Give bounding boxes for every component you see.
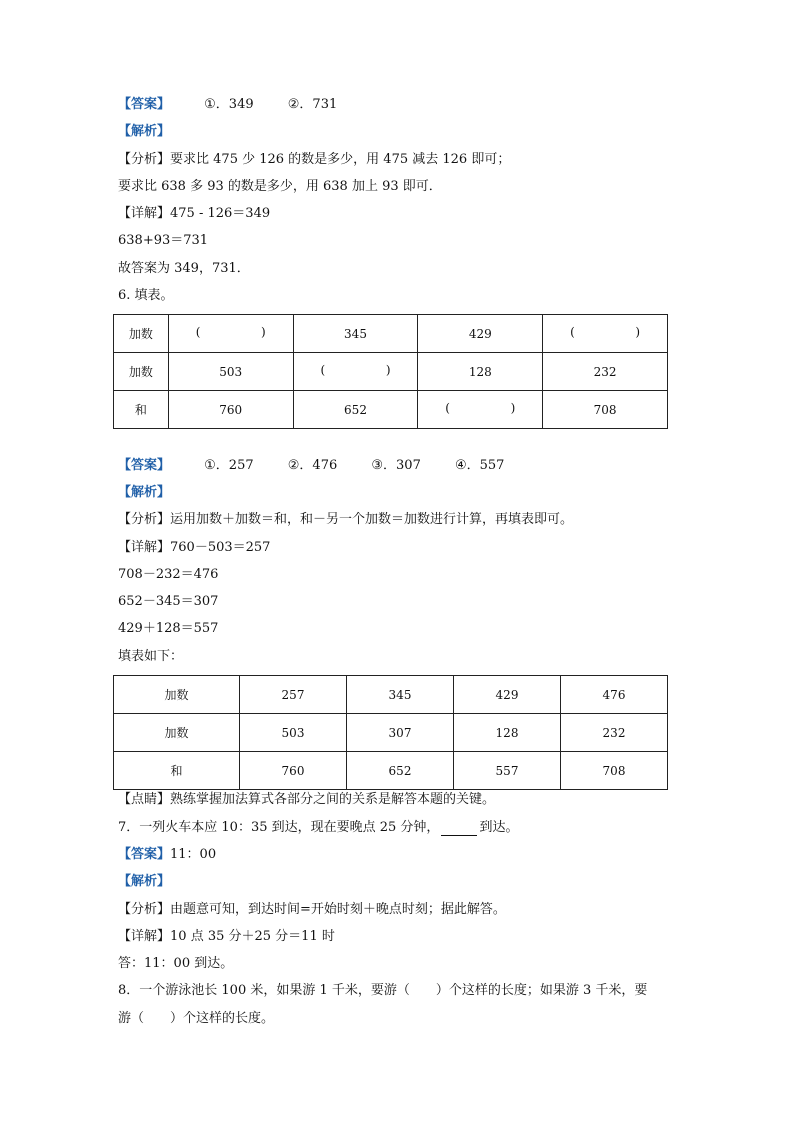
q5-analysis-line-2: 要求比 638 多 93 的数是多少，用 638 加上 93 即可． — [118, 179, 442, 194]
q8-question-line-1: 8．一个游泳池长 100 米，如果游 1 千米，要游（ ）个这样的长度；如果游 3 千米，要 — [118, 983, 648, 998]
answer-item: ①．349 — [204, 97, 254, 112]
table-row — [114, 315, 668, 353]
q5-answer-line — [118, 97, 337, 113]
q7-question — [118, 820, 518, 836]
detail-text: 475 - 126＝349 — [170, 206, 271, 221]
table-cell: 345 — [347, 676, 454, 714]
table-cell: 503 — [240, 714, 347, 752]
key-text: 熟练掌握加法算式各部分之间的关系是解答本题的关键。 — [170, 792, 496, 807]
answer-blank[interactable] — [441, 823, 477, 836]
analysis-tag: 【解析】 — [118, 124, 171, 139]
analysis-label: 【分析】 — [118, 512, 171, 527]
question-text: 7．一列火车本应 10：35 到达，现在要晚点 25 分钟， — [118, 820, 440, 835]
table-cell: 128 — [454, 714, 561, 752]
table-cell: 加数 — [114, 353, 169, 391]
q5-analysis-tag — [118, 124, 170, 140]
detail-text: 10 点 35 分＋25 分＝11 时 — [170, 929, 335, 944]
answer-tag: 【答案】 — [118, 97, 171, 112]
table-row — [114, 391, 668, 429]
table-cell: 652 — [293, 391, 418, 429]
detail-text: 760－503＝257 — [170, 540, 271, 555]
answer-item: 11：00 — [170, 847, 217, 862]
q6-detail-line — [118, 540, 270, 556]
table-cell: 429 — [454, 676, 561, 714]
table-cell: 232 — [561, 714, 668, 752]
table-cell: 232 — [543, 353, 668, 391]
answer-tag: 【答案】 — [118, 847, 171, 862]
detail-label: 【详解】 — [118, 206, 171, 221]
q6-key-line — [118, 792, 495, 808]
table-cell: 557 — [454, 752, 561, 790]
q7-analysis-tag — [118, 874, 170, 890]
table-cell: 708 — [561, 752, 668, 790]
table-cell: 128 — [418, 353, 543, 391]
table-row — [114, 353, 668, 391]
table-cell: 503 — [168, 353, 293, 391]
analysis-text: 要求比 475 少 126 的数是多少，用 475 减去 126 即可； — [170, 152, 511, 167]
table-cell: 加数 — [114, 714, 240, 752]
q5-detail-line — [118, 206, 270, 222]
answer-tag: 【答案】 — [118, 458, 171, 473]
answer-item: ①．257 — [204, 458, 254, 473]
answer-item: ②．476 — [287, 458, 338, 473]
table-cell: 760 — [168, 391, 293, 429]
table-row — [114, 714, 668, 752]
table-row — [114, 676, 668, 714]
q7-reply: 答：11：00 到达。 — [118, 956, 234, 971]
question-text-end: 到达。 — [479, 820, 519, 835]
analysis-text: 由题意可知，到达时间=开始时刻＋晚点时刻；据此解答。 — [170, 902, 506, 917]
table-cell: 和 — [114, 752, 240, 790]
table-cell-blank[interactable]: ( ) — [418, 391, 543, 429]
analysis-label: 【分析】 — [118, 152, 171, 167]
detail-label: 【详解】 — [118, 540, 171, 555]
table-cell-blank[interactable]: ( ) — [293, 353, 418, 391]
table-cell: 345 — [293, 315, 418, 353]
q6-fill-label: 填表如下： — [118, 649, 184, 664]
q5-analysis-line — [118, 152, 510, 168]
q6-analysis-tag — [118, 485, 170, 501]
table-cell: 257 — [240, 676, 347, 714]
table-cell: 760 — [240, 752, 347, 790]
table-cell: 429 — [418, 315, 543, 353]
detail-label: 【详解】 — [118, 929, 171, 944]
analysis-text: 运用加数＋加数＝和，和－另一个加数＝加数进行计算，再填表即可。 — [170, 512, 574, 527]
table-cell: 708 — [543, 391, 668, 429]
analysis-label: 【分析】 — [118, 902, 171, 917]
q6-analysis-line — [118, 512, 573, 528]
q6-detail-line-2: 708－232＝476 — [118, 567, 219, 582]
table-row — [114, 752, 668, 790]
answer-item: ③．307 — [371, 458, 421, 473]
table-cell: 652 — [347, 752, 454, 790]
q8-question-line-2: 游（ ）个这样的长度。 — [118, 1011, 275, 1026]
key-label: 【点睛】 — [118, 792, 171, 807]
q6-filled-table — [113, 675, 668, 790]
analysis-tag: 【解析】 — [118, 485, 171, 500]
table-cell: 和 — [114, 391, 169, 429]
q5-detail-line-2: 638+93＝731 — [118, 233, 209, 248]
q6-detail-line-4: 429＋128＝557 — [118, 621, 219, 636]
table-cell: 加数 — [114, 676, 240, 714]
q7-analysis-line — [118, 902, 506, 918]
q7-detail-line — [118, 929, 335, 945]
table-cell-blank[interactable]: ( ) — [543, 315, 668, 353]
table-cell: 476 — [561, 676, 668, 714]
answer-item: ②．731 — [287, 97, 338, 112]
table-cell-blank[interactable]: ( ) — [168, 315, 293, 353]
q6-question-table — [113, 314, 668, 429]
q6-detail-line-3: 652－345＝307 — [118, 594, 219, 609]
table-cell: 307 — [347, 714, 454, 752]
q5-conclusion: 故答案为 349，731． — [118, 261, 250, 276]
q7-answer-line — [118, 847, 216, 863]
analysis-tag: 【解析】 — [118, 874, 171, 889]
answer-item: ④．557 — [454, 458, 505, 473]
q6-title: 6. 填表。 — [118, 288, 174, 303]
table-cell: 加数 — [114, 315, 169, 353]
q6-answer-line — [118, 458, 504, 474]
